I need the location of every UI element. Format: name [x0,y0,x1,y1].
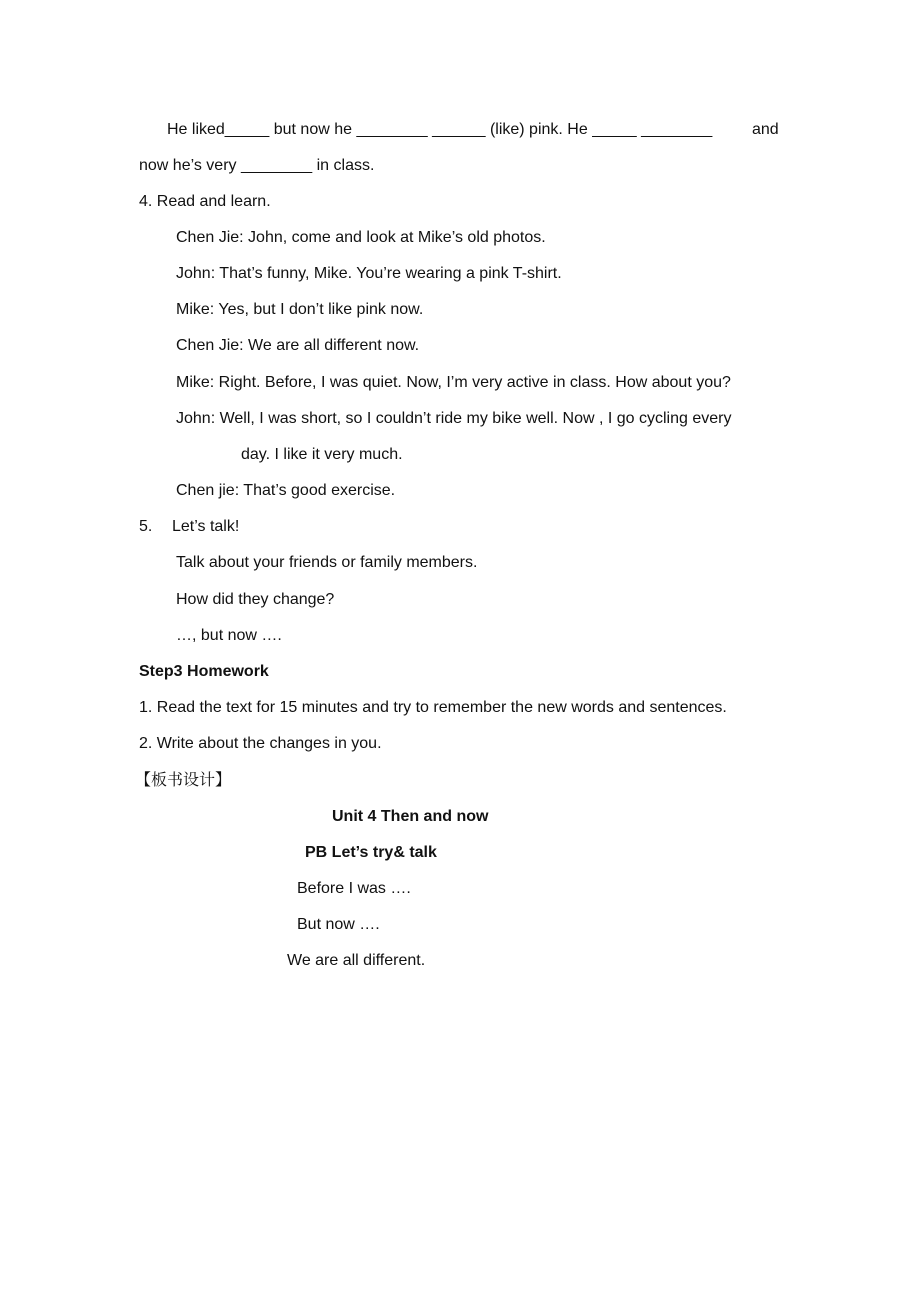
exercise-fill-line-2: now he’s very ________ in class. [139,157,375,174]
board-subtitle: PB Let’s try& talk [305,844,437,861]
section-5-heading: Let’s talk! [172,518,240,535]
section-5-line: Talk about your friends or family members. [176,554,478,571]
exercise-fill-line-1-end: and [752,121,779,138]
section-5-line: How did they change? [176,591,335,608]
section-5-line: …, but now …. [176,627,282,644]
homework-heading: Step3 Homework [139,663,269,680]
homework-item: 1. Read the text for 15 minutes and try to remember the new words and sentences. [139,699,727,716]
dialogue-line: Chen Jie: John, come and look at Mike’s old photos. [176,229,546,246]
dialogue-line: Mike: Right. Before, I was quiet. Now, I’m very active in class. How about you? [176,374,731,391]
board-design-heading: 【板书设计】 [135,770,232,789]
homework-item: 2. Write about the changes in you. [139,735,382,752]
dialogue-line-continued: day. I like it very much. [241,446,403,463]
board-title: Unit 4 Then and now [332,808,489,825]
dialogue-line: Mike: Yes, but I don’t like pink now. [176,301,424,318]
dialogue-line: John: Well, I was short, so I couldn’t ride my bike well. Now , I go cycling every [176,410,732,427]
dialogue-line: John: That’s funny, Mike. You’re wearing a pink T-shirt. [176,265,562,282]
board-line: But now …. [297,916,380,933]
section-4-heading: 4. Read and learn. [139,193,271,210]
board-line: We are all different. [287,952,426,969]
section-5-number: 5. [139,518,153,535]
dialogue-line: Chen Jie: We are all different now. [176,337,420,354]
exercise-fill-line-1: He liked_____ but now he ________ ______ (like) pink. He _____ ________ [167,121,713,138]
dialogue-line: Chen jie: That’s good exercise. [176,482,396,499]
board-line: Before I was …. [297,880,411,897]
